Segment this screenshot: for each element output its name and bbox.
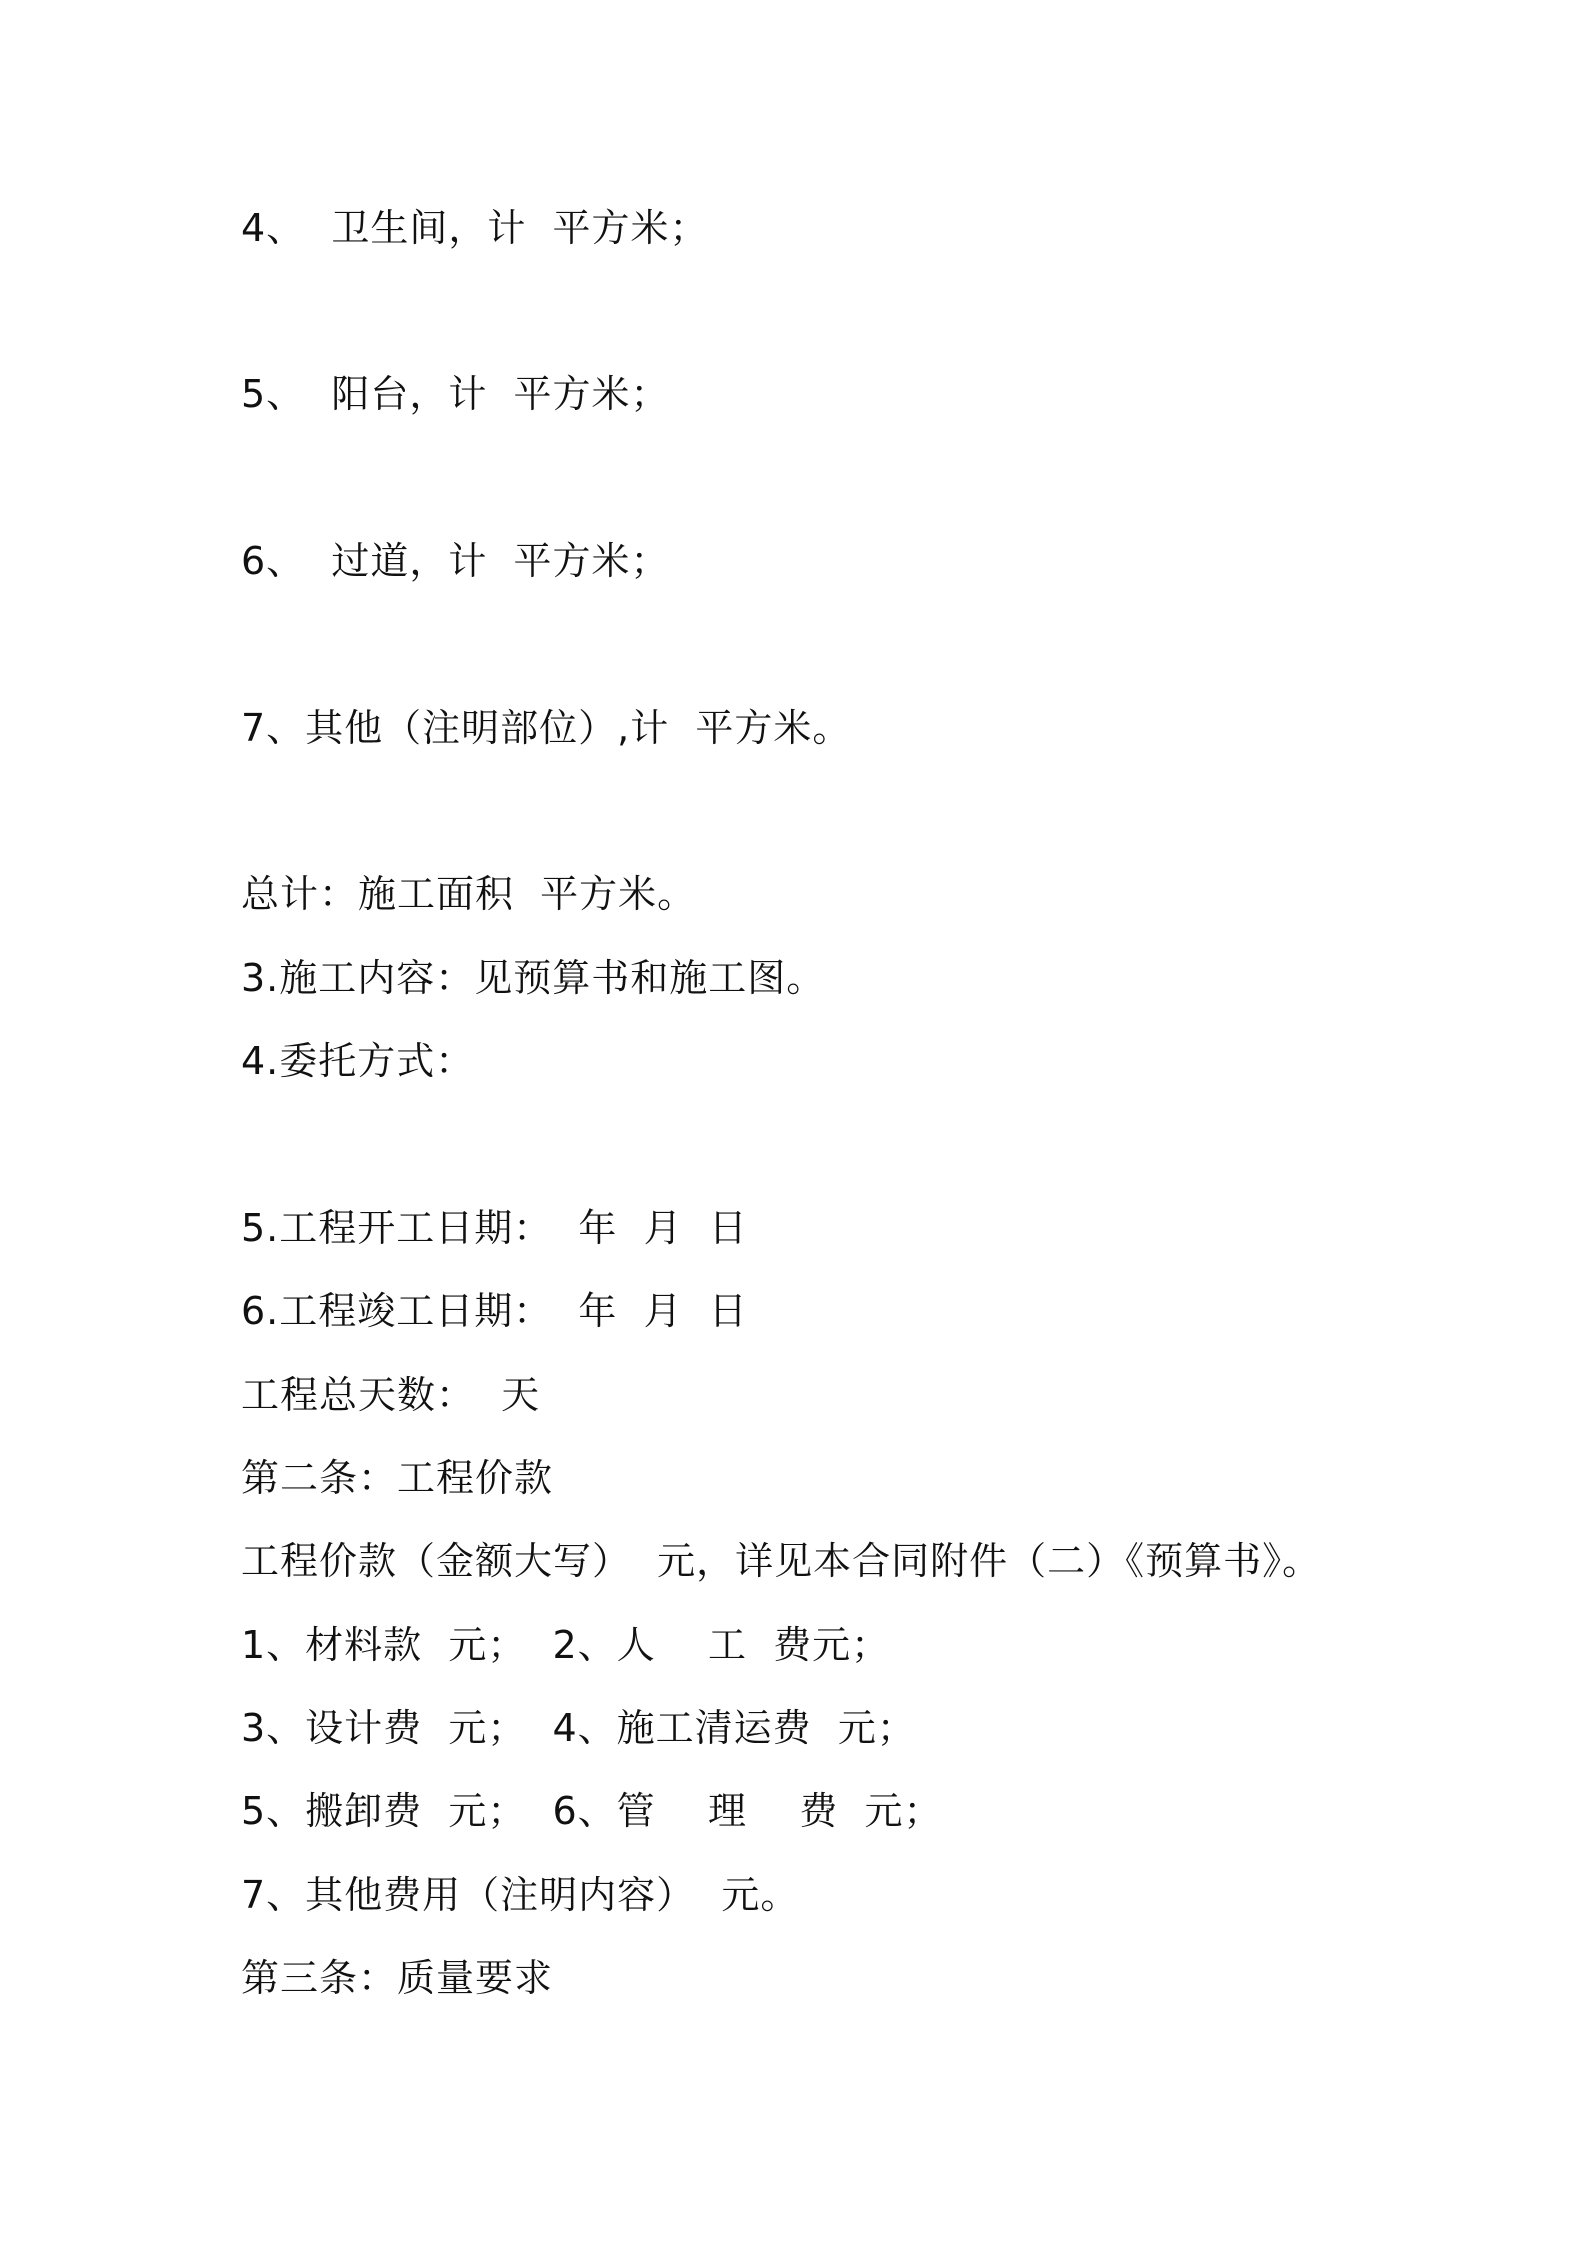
area-item-balcony: 5、 阳台，计 平方米； [241,372,670,416]
fee-row-1: 1、材料款 元； 2、人 工 费元； [241,1623,891,1667]
start-date: 5.工程开工日期： 年 月 日 [241,1206,748,1250]
section-heading-quality: 第三条：质量要求 [241,1956,554,2000]
project-price: 工程价款（金额大写） 元，详见本合同附件（二）《预算书》。 [241,1539,1322,1583]
fee-row-3: 5、搬卸费 元； 6、管 理 费 元； [241,1789,943,1833]
total-days: 工程总天数： 天 [241,1373,541,1417]
area-item-bathroom: 4、 卫生间，计 平方米； [241,206,709,250]
area-item-other: 7、其他（注明部位）,计 平方米。 [241,706,852,750]
area-item-corridor: 6、 过道，计 平方米； [241,539,670,583]
construction-content: 3.施工内容：见预算书和施工图。 [241,956,826,1000]
fee-row-other: 7、其他费用（注明内容） 元。 [241,1873,800,1917]
total-area: 总计：施工面积 平方米。 [241,872,697,916]
section-heading-price: 第二条：工程价款 [241,1456,554,1500]
fee-row-2: 3、设计费 元； 4、施工清运费 元； [241,1706,916,1750]
commission-method: 4.委托方式： [241,1039,475,1083]
completion-date: 6.工程竣工日期： 年 月 日 [241,1289,748,1333]
